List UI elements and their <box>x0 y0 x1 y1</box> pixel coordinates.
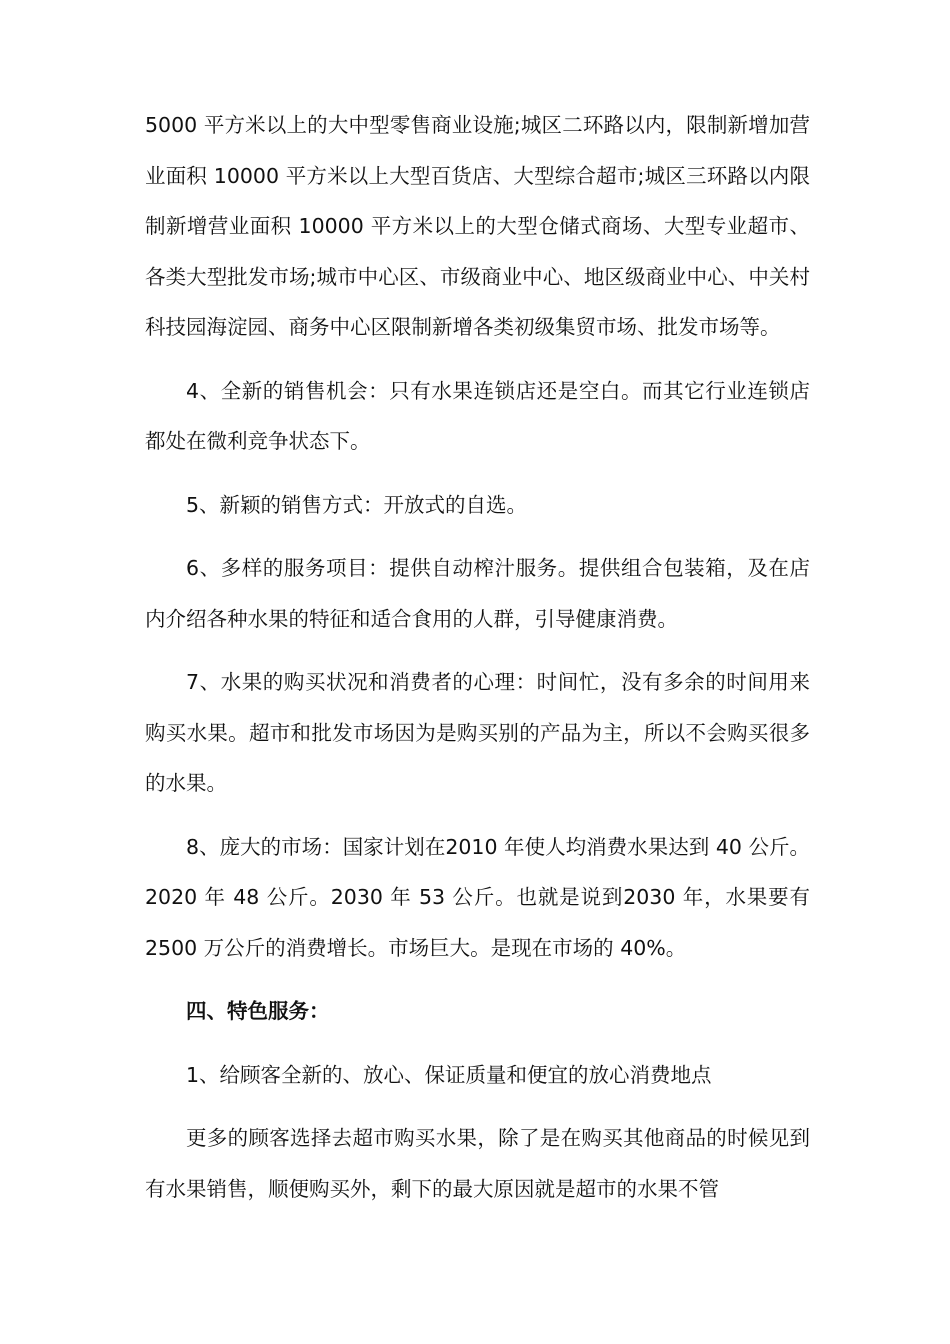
paragraph-supermarket-reasons: 更多的顾客选择去超市购买水果，除了是在购买其他商品的时候见到有水果销售，顺便购买外，剩下的最大原因就是超市的水果不管 <box>145 1126 810 1201</box>
section-heading-special-services: 四、特色服务： <box>186 999 330 1023</box>
paragraph-item-5-sales-method: 5、新颖的销售方式：开放式的自选。 <box>186 492 528 517</box>
paragraph-item-4-sales-opportunity: 4、全新的销售机会：只有水果连锁店还是空白。而其它行业连锁店都处在微利竞争状态下。 <box>145 378 810 453</box>
paragraph-item-6-services: 6、多样的服务项目：提供自动榨汁服务。提供组合包装箱，及在店内介绍各种水果的特征和适合食用的人群，引导健康消费。 <box>145 556 810 631</box>
paragraph-service-item-1: 1、给顾客全新的、放心、保证质量和便宜的放心消费地点 <box>186 1062 712 1087</box>
paragraph-retail-restrictions: 5000 平方米以上的大中型零售商业设施;城区二环路以内，限制新增加营业面积 10000 平方米以上大型百货店、大型综合超市;城区三环路以内限制新增营业面积 10000 平方米以上的大型仓储式商场、大型专业超市、各类大型批发市场;城市中心区、市级商业中心、地区级商业中心、中关村科技园海淀园、商务中心区限制新增各类初级集贸市场、批发市场等。 <box>145 113 810 339</box>
paragraph-item-7-consumer-psychology: 7、水果的购买状况和消费者的心理：时间忙，没有多余的时间用来购买水果。超市和批发市场因为是购买别的产品为主，所以不会购买很多的水果。 <box>145 670 810 795</box>
document-body <box>145 100 810 1214</box>
paragraph-item-8-market-size: 8、庞大的市场：国家计划在2010 年使人均消费水果达到 40 公斤。2020 年 48 公斤。2030 年 53 公斤。也就是说到2030 年，水果要有 2500 万公斤的消费增长。市场巨大。是现在市场的 40%。 <box>145 834 810 960</box>
